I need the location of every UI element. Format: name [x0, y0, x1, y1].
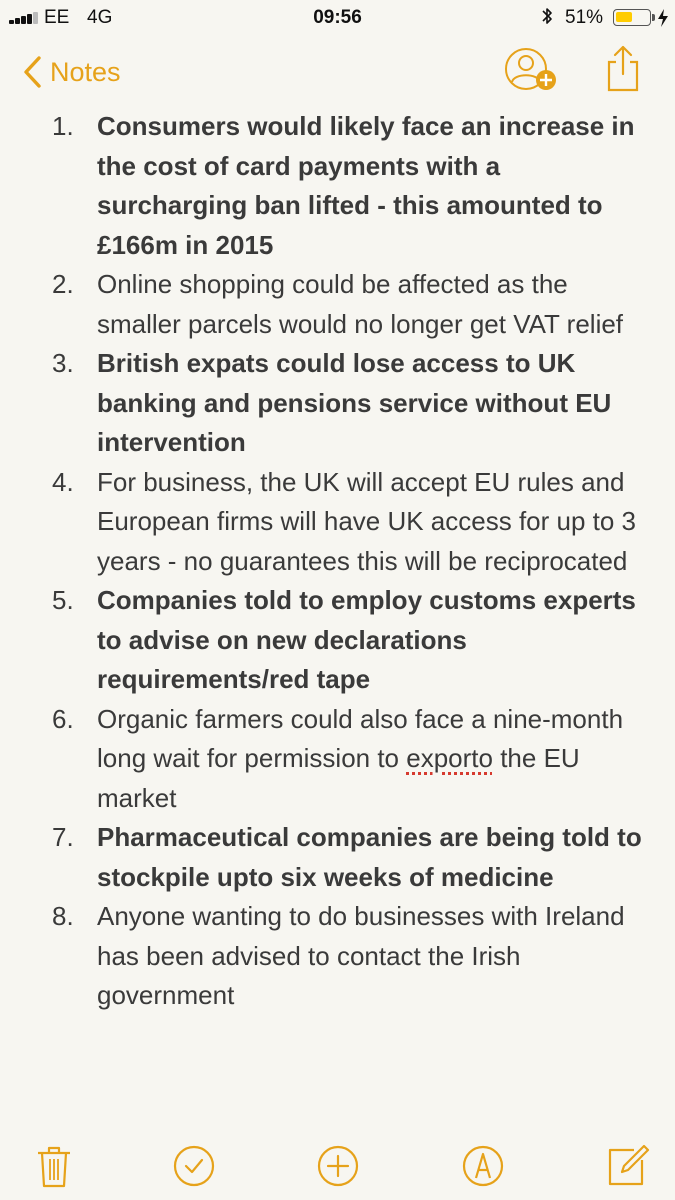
- add-people-icon[interactable]: [502, 45, 560, 95]
- list-number: 8.: [52, 901, 74, 931]
- battery-percentage: 51%: [565, 7, 604, 28]
- share-icon[interactable]: [604, 44, 642, 94]
- list-item: [0, 344, 675, 463]
- carrier-name: EE: [44, 7, 70, 28]
- text-segment: the EU market: [97, 743, 580, 813]
- bottom-toolbar: [0, 1140, 675, 1200]
- list-number: 6.: [52, 703, 74, 734]
- list-number: 3.: [52, 348, 74, 378]
- list-number: 1.: [52, 111, 74, 141]
- list-item: [0, 700, 675, 819]
- text-segment: Organic farmers could also face a nine-month long wait for permission to: [97, 703, 624, 773]
- status-time: 09:56: [313, 7, 362, 28]
- list-item-text: Anyone wanting to do businesses with Ireland has been advised to contact the Irish government: [97, 901, 625, 1010]
- checklist-icon[interactable]: [170, 1142, 218, 1190]
- list-item-text: For business, the UK will accept EU rules and European firms will have UK access for up to 3 years - no guarantees this will be reciprocated: [97, 466, 637, 576]
- trash-icon[interactable]: [30, 1142, 78, 1190]
- list-item-text: Companies told to employ customs experts to advise on new declarations requirements/red tape: [97, 585, 636, 694]
- battery-icon: [613, 9, 651, 26]
- numbered-list: [0, 107, 675, 1016]
- list-item: [0, 107, 675, 265]
- status-bar: [0, 0, 675, 36]
- list-item: [0, 897, 675, 1016]
- list-number: 4.: [52, 466, 74, 497]
- back-button[interactable]: [22, 52, 121, 92]
- list-item-text: Pharmaceutical companies are being told to stockpile upto six weeks of medicine: [97, 822, 642, 892]
- battery-tip: [652, 14, 655, 21]
- bluetooth-icon: [540, 6, 554, 26]
- list-item-text: [97, 700, 657, 819]
- note-body[interactable]: [0, 107, 675, 1137]
- list-item: [0, 463, 675, 582]
- compose-icon[interactable]: [604, 1142, 652, 1190]
- list-item-text: Online shopping could be affected as the smaller parcels would no longer get VAT relief: [97, 269, 624, 339]
- list-number: 2.: [52, 269, 74, 299]
- back-label: Notes: [50, 56, 121, 87]
- add-icon[interactable]: [314, 1142, 362, 1190]
- list-item: [0, 818, 675, 897]
- list-item: [0, 265, 675, 344]
- battery-level-fill: [616, 12, 632, 22]
- misspelled-word[interactable]: exporto: [406, 743, 493, 773]
- list-number: 7.: [52, 822, 74, 852]
- list-number: 5.: [52, 585, 74, 615]
- chevron-left-icon: [22, 55, 42, 89]
- list-item: [0, 581, 675, 700]
- charging-bolt-icon: [656, 8, 670, 28]
- list-item-text: British expats could lose access to UK banking and pensions service without EU intervention: [97, 348, 612, 457]
- navigation-bar: [0, 40, 675, 100]
- list-item-text: Consumers would likely face an increase in the cost of card payments with a surcharging ban lifted - this amounted to £166m in 2015: [97, 111, 635, 260]
- network-type: 4G: [87, 7, 113, 28]
- sketch-icon[interactable]: [459, 1142, 507, 1190]
